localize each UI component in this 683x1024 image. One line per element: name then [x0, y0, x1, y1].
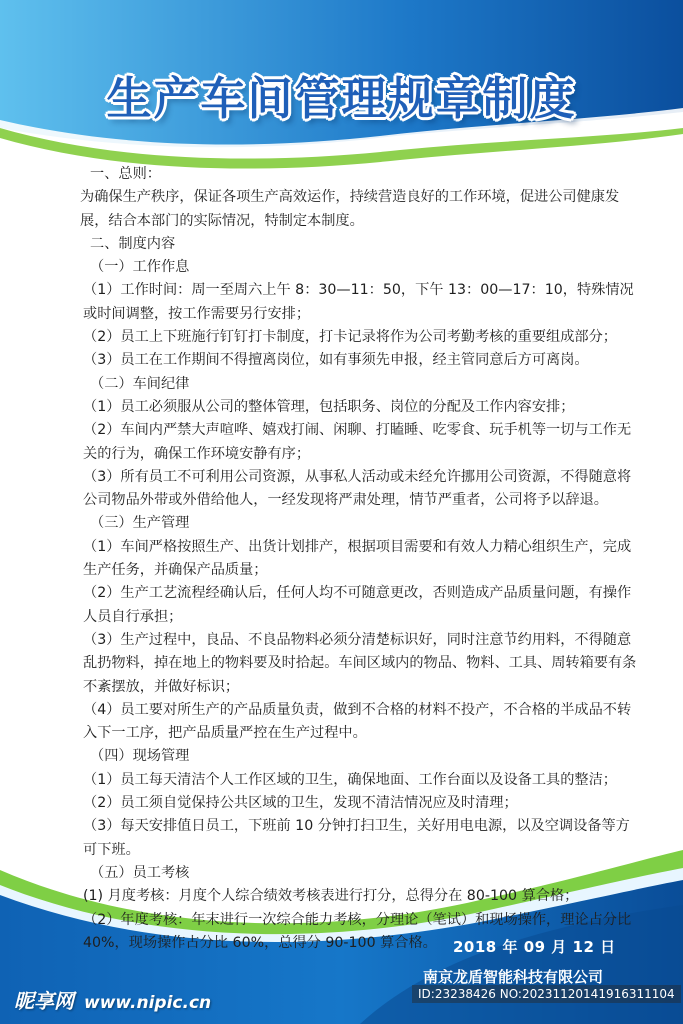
section-heading: 一、总则： — [90, 166, 161, 182]
watermark-url: www.nipic.cn — [84, 993, 212, 1013]
paragraph: 为确保生产秩序，保证各项生产高效运作，持续营造良好的工作环境，促进公司健康发展，结合本部门的实际情况，特制定本制度。 — [80, 189, 620, 229]
list-item: （1）车间严格按照生产、出货计划排产，根据项目需要和有效人力精心组织生产，完成生产任务，并确保产品质量； — [83, 538, 632, 579]
subsection-heading: （四）现场管理 — [90, 748, 190, 765]
subsection-heading: （二）车间纪律 — [90, 375, 190, 392]
list-item: （2）车间内严禁大声喧哗、嬉戏打闹、闲聊、打瞌睡、吃零食、玩手机等一切与工作无关的行为，确保工作环境安静有序； — [83, 422, 632, 462]
section-heading: 二、制度内容 — [90, 235, 176, 252]
list-item: （1）员工必须服从公司的整体管理，包括职务、岗位的分配及工作内容安排； — [83, 398, 575, 415]
regulation-body — [80, 163, 640, 955]
list-item: （1）员工每天清洁个人工作区域的卫生，确保地面、工作台面以及设备工具的整洁； — [83, 771, 617, 788]
list-item: （4）员工要对所生产的产品质量负责，做到不合格的材料不投产，不合格的半成品不转入下一工序，把产品质量严控在生产过程中。 — [83, 701, 632, 742]
issue-date: 2018 年 09 月 12 日 — [453, 938, 616, 956]
watermark-logo — [14, 985, 211, 1014]
list-item: （2）年度考核：年末进行一次综合能力考核，分理论（笔试）和现场操作，理论占分比 40%，现场操作占分比 60%，总得分 90-100 算合格。 — [83, 911, 632, 951]
subsection-heading: （一）工作作息 — [90, 259, 190, 276]
list-item: （3）每天安排值日员工，下班前 10 分钟打扫卫生，关好用电电源，以及空调设备等方可下班。 — [83, 818, 630, 858]
watermark-brand: 昵享网 — [14, 989, 74, 1013]
list-item: （2）员工须自觉保持公共区域的卫生，发现不清洁情况应及时清理； — [83, 795, 518, 812]
image-id-label: ID:23238426 NO:20231120141916311104 — [412, 985, 681, 1003]
subsection-heading: （三）生产管理 — [90, 515, 190, 532]
subsection-heading: （五）员工考核 — [90, 864, 190, 881]
list-item: （2）员工上下班施行钉钉打卡制度，打卡记录将作为公司考勤考核的重要组成部分； — [83, 329, 617, 346]
list-item: （2）生产工艺流程经确认后，任何人均不可随意更改，否则造成产品质量问题，有操作人员自行承担； — [83, 585, 632, 625]
list-item: （3）所有员工不可利用公司资源，从事私人活动或未经允许挪用公司资源，不得随意将公司物品外带或外借给他人，一经发现将严肃处理，情节严重者，公司将予以辞退。 — [83, 468, 632, 509]
list-item: （3）生产过程中，良品、不良品物料必须分清楚标识好，同时注意节约用料，不得随意乱扔物料，掉在地上的物料要及时拾起。车间区域内的物品、物料、工具、周转箱要有条不紊摆放，并做好标识； — [83, 631, 637, 695]
list-item: （3）员工在工作期间不得擅离岗位，如有事须先申报，经主管同意后方可离岗。 — [83, 352, 589, 369]
company-name: 南京龙盾智能科技有限公司 — [423, 968, 604, 986]
page-title: 生产车间管理规章制度 — [106, 72, 577, 125]
list-item: (1) 月度考核：月度个人综合绩效考核表进行打分，总得分在 80-100 算合格； — [83, 888, 579, 905]
list-item: （1）工作时间：周一至周六上午 8：30—11：50，下午 13：00—17：10，特殊情况或时间调整，按工作需要另行安排； — [83, 282, 634, 322]
